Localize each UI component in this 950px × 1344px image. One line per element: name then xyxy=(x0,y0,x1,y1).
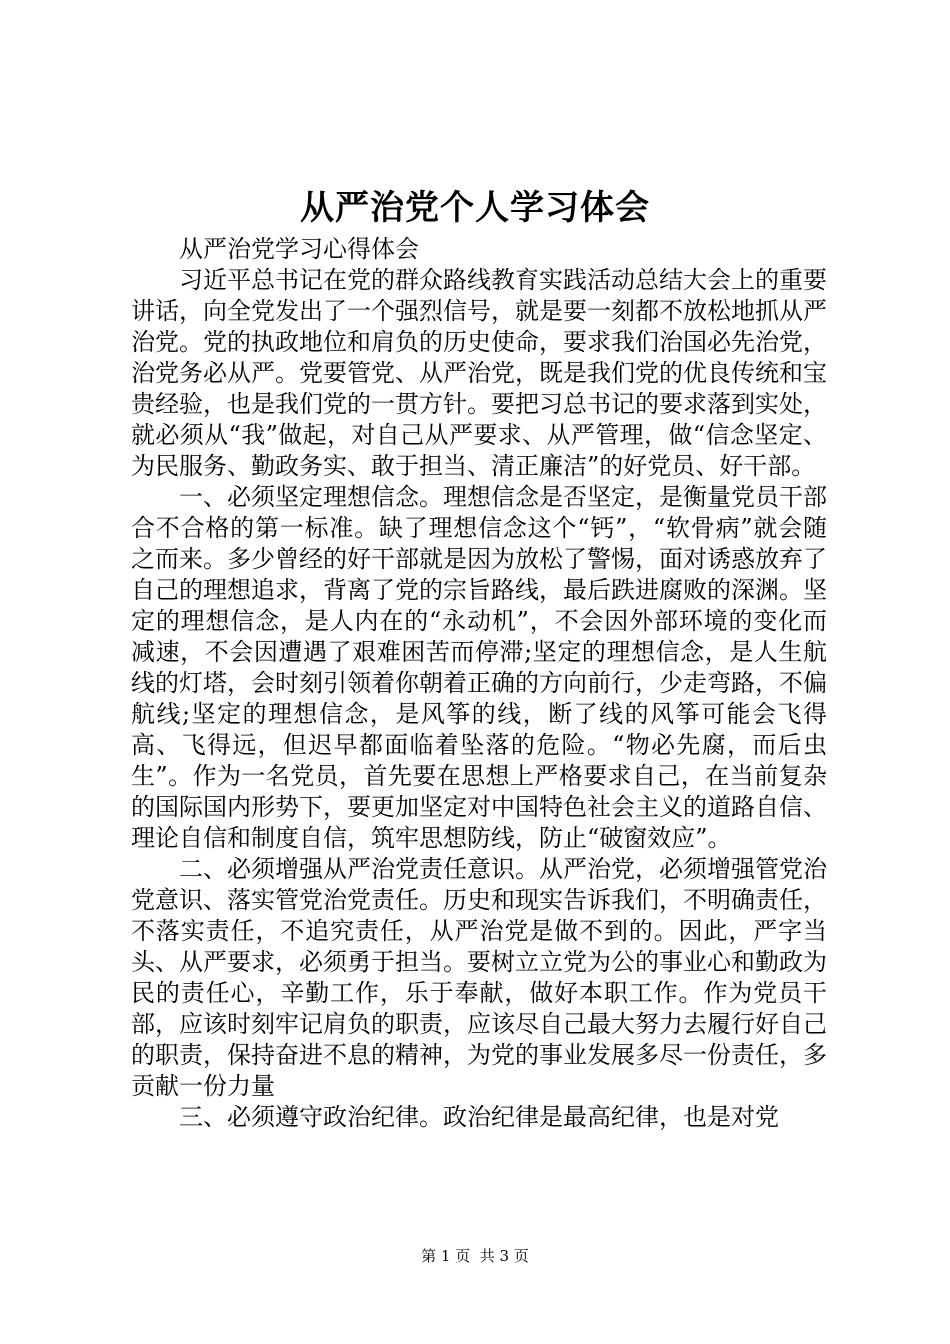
page-footer xyxy=(0,1245,950,1267)
intro-paragraph: 习近平总书记在党的群众路线教育实践活动总结大会上的重要讲话，向全党发出了一个强烈信号，就是要一刻都不放松地抓从严治党。党的执政地位和肩负的历史使命，要求我们治国必先治党，治党务必从严。党要管党、从严治党，既是我们党的优良传统和宝贵经验，也是我们党的一贯方针。要把习总书记的要求落到实处，就必须从“我”做起，对自己从严要求、从严管理，做“信念坚定、为民服务、勤政务实、敢于担当、清正廉洁”的好党员、好干部。 xyxy=(131,266,827,480)
page-number: 第 1 页 共 3 页 xyxy=(421,1247,529,1265)
document-body xyxy=(131,234,827,1133)
section-three-paragraph: 三、必须遵守政治纪律。政治纪律是最高纪律，也是对党 xyxy=(179,1103,779,1131)
section-two-paragraph: 二、必须增强从严治党责任意识。从严治党，必须增强管党治党意识、落实管党治党责任。历史和现实告诉我们，不明确责任，不落实责任，不追究责任，从严治党是做不到的。因此，严字当头、从严要求，必须勇于担当。要树立立党为公的事业心和勤政为民的责任心，辛勤工作，乐于奉献，做好本职工作。作为党员干部，应该时刻牢记肩负的职责，应该尽自己最大努力去履行好自己的职责，保持奋进不息的精神，为党的事业发展多尽一份责任，多贡献一份力量 xyxy=(131,855,827,1100)
document-title: 从严治党个人学习体会 xyxy=(300,188,650,228)
subtitle-paragraph: 从严治党学习心得体会 xyxy=(179,235,419,263)
section-one-paragraph: 一、必须坚定理想信念。理想信念是否坚定，是衡量党员干部合不合格的第一标准。缺了理想信念这个“钙”，“软骨病”就会随之而来。多少曾经的好干部就是因为放松了警惕，面对诱惑放弃了自己的理想追求，背离了党的宗旨路线，最后跌进腐败的深渊。坚定的理想信念，是人内在的“永动机”，不会因外部环境的变化而减速，不会因遭遇了艰难困苦而停滞;坚定的理想信念，是人生航线的灯塔，会时刻引领着你朝着正确的方向前行，少走弯路，不偏航线;坚定的理想信念，是风筝的线，断了线的风筝可能会飞得高、飞得远，但迟早都面临着坠落的危险。“物必先腐，而后虫生”。作为一名党员，首先要在思想上严格要求自己，在当前复杂的国际国内形势下，要更加坚定对中国特色社会主义的道路自信、理论自信和制度自信，筑牢思想防线，防止“破窗效应”。 xyxy=(131,483,827,852)
